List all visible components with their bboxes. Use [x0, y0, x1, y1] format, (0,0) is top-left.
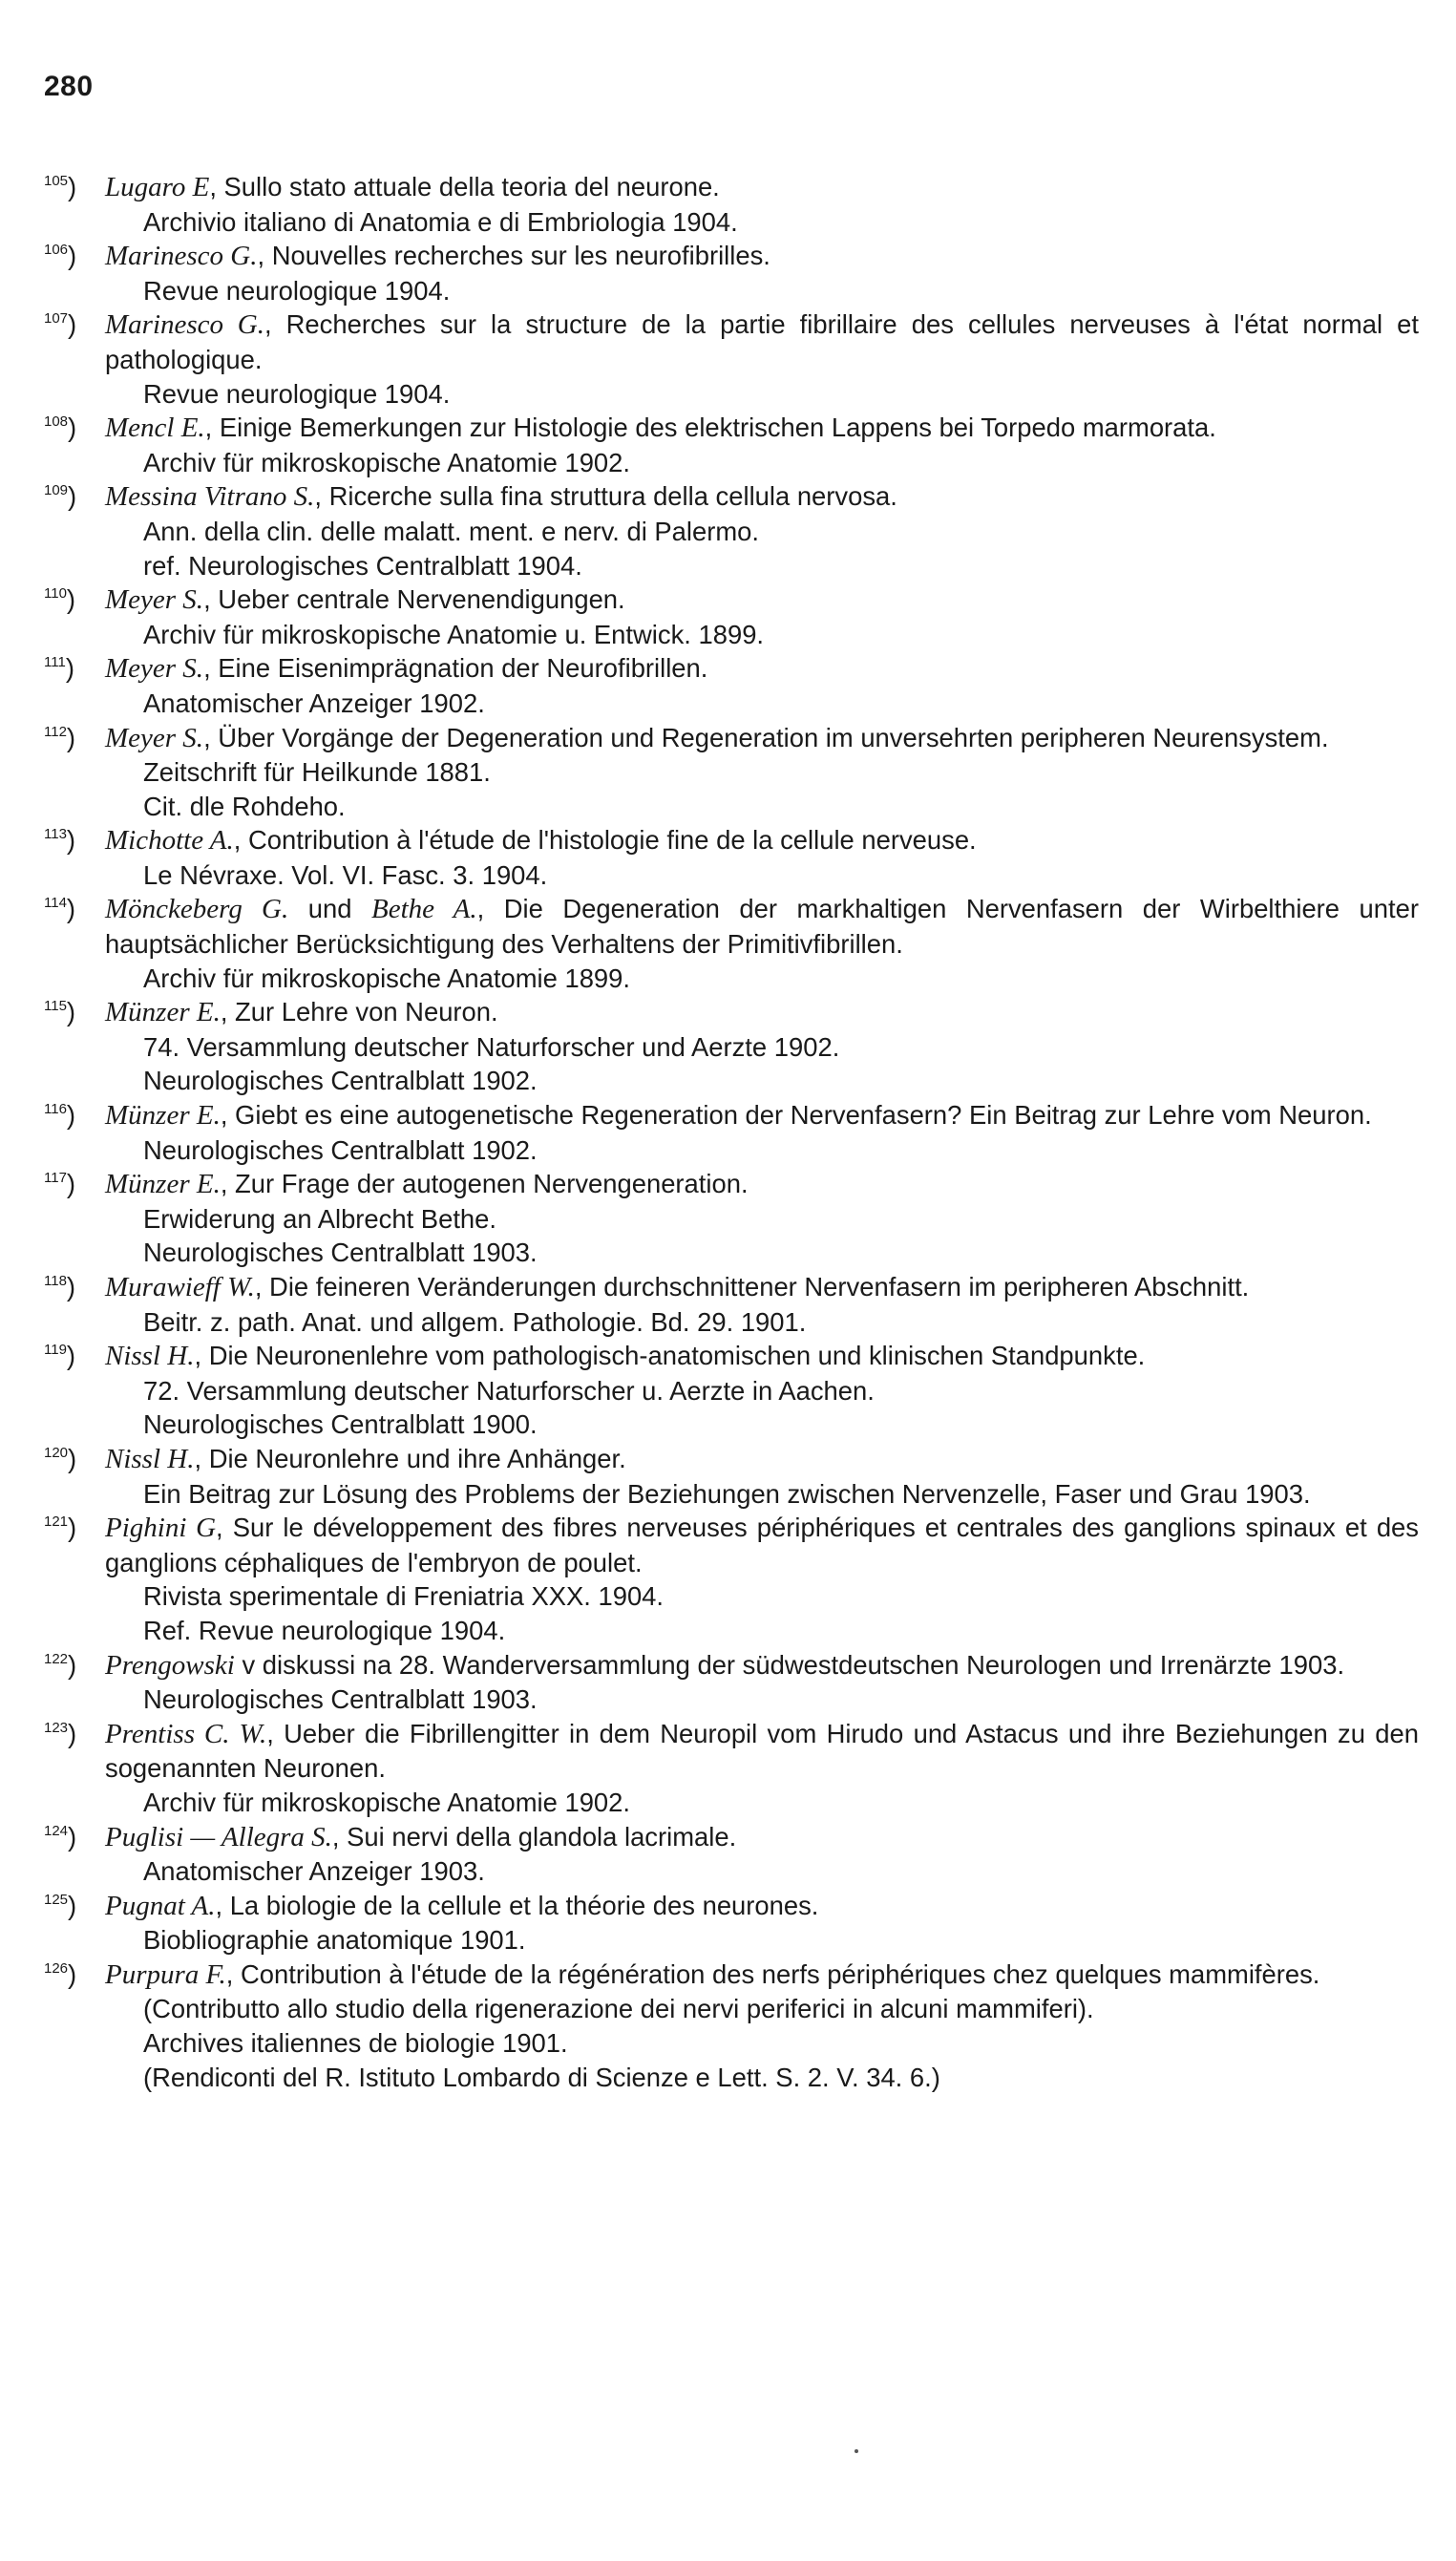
reference-author: Purpura F.	[105, 1958, 226, 1990]
reference-entry	[44, 1098, 1419, 1167]
reference-number-value: 119	[44, 1341, 67, 1358]
reference-number: $^{122}$)	[44, 1649, 77, 1680]
reference-number-value: 120	[44, 1444, 69, 1461]
reference-source-line: Beitr. z. path. Anat. und allgem. Pathologie. Bd. 29. 1901.	[143, 1306, 807, 1337]
reference-author: Marinesco G.	[105, 241, 258, 272]
reference-number: $^{117}$)	[44, 1169, 76, 1199]
reference-number: $^{123}$)	[44, 1718, 77, 1748]
reference-number-value: 118	[44, 1272, 67, 1289]
reference-citation	[105, 1442, 1419, 1477]
reference-title: , Sullo stato attuale della teoria del neurone.	[209, 172, 720, 201]
reference-entry	[44, 582, 1419, 651]
reference-title: , Sur le développement des fibres nerveuses périphériques et centrales des ganglions spinaux et des ganglions céphaliques de l'embryon de poulet.	[105, 1513, 1419, 1577]
reference-number-value: 109	[44, 482, 69, 499]
reference-entry	[44, 1511, 1419, 1647]
reference-list	[44, 170, 1419, 2094]
reference-source-line: Rivista sperimentale di Freniatria XXX. 1904.	[143, 1581, 665, 1612]
reference-body	[105, 1270, 1419, 1339]
reference-source-line: Le Névraxe. Vol. VI. Fasc. 3. 1904.	[143, 859, 548, 890]
reference-source-line: Neurologisches Centralblatt 1903.	[143, 1684, 538, 1715]
reference-number: $^{115}$)	[44, 997, 76, 1027]
reference-title: , Ueber centrale Nervenendigungen.	[203, 584, 625, 615]
reference-citation	[105, 1270, 1419, 1305]
reference-title: , Giebt es eine autogenetische Regeneration der Nervenfasern? Ein Beitrag zur Lehre vom Neuron.	[220, 1100, 1372, 1131]
reference-number-value: 108	[44, 413, 69, 430]
reference-body	[105, 651, 1419, 720]
reference-title: , Contribution à l'étude de la régénération des nerfs périphériques chez quelques mammifères.	[225, 1958, 1320, 1989]
reference-number-value: 107	[44, 310, 69, 328]
reference-entry	[44, 239, 1419, 307]
reference-source-line: Archiv für mikroskopische Anatomie u. Entwick. 1899.	[143, 619, 765, 649]
reference-number: $^{114}$)	[44, 894, 76, 924]
reference-source-line: Neurologisches Centralblatt 1903.	[143, 1238, 538, 1268]
reference-source-line: Archiv für mikroskopische Anatomie 1902.	[143, 1787, 631, 1817]
reference-source-line: Ein Beitrag zur Lösung des Problems der Beziehungen zwischen Nervenzelle, Faser und Grau 1903.	[143, 1478, 1311, 1509]
reference-entry	[44, 479, 1419, 582]
reference-entry	[44, 651, 1419, 720]
reference-body	[105, 582, 1419, 651]
reference-citation	[105, 1958, 1419, 1993]
reference-source-line: Ref. Revue neurologique 1904.	[143, 1615, 506, 1645]
reference-number: $^{118}$)	[44, 1272, 76, 1302]
reference-author: Pugnat A.	[105, 1890, 216, 1921]
reference-body	[105, 1442, 1419, 1511]
reference-body	[105, 995, 1419, 1098]
reference-number: $^{109}$)	[44, 481, 77, 512]
reference-title: , Die Neuronlehre und ihre Anhänger.	[194, 1443, 626, 1473]
reference-source-line: Cit. dle Rohdeho.	[143, 791, 346, 821]
reference-citation	[105, 1717, 1419, 1786]
reference-body	[105, 1889, 1419, 1958]
reference-title: , Sui nervi della glandola lacrimale.	[331, 1821, 737, 1852]
reference-source-line: Biobliographie anatomique 1901.	[143, 1925, 526, 1956]
reference-source-line: Archives italiennes de biologie 1901.	[143, 2028, 568, 2059]
reference-author: Münzer E.	[105, 997, 221, 1028]
reference-number: $^{113}$)	[44, 825, 76, 856]
reference-citation	[105, 307, 1419, 376]
reference-body	[105, 1648, 1419, 1717]
reference-source-line: Archivio italiano di Anatomia e di Embriologia 1904.	[143, 206, 738, 237]
reference-author: Nissl H.	[105, 1341, 195, 1372]
reference-source-line: Revue neurologique 1904.	[143, 378, 451, 409]
reference-body	[105, 239, 1419, 307]
reference-author: Meyer S.	[105, 653, 204, 685]
reference-coauthor: Bethe A.	[370, 894, 477, 925]
reference-title: , Zur Lehre von Neuron.	[220, 997, 498, 1027]
reference-source-line: Neurologisches Centralblatt 1902.	[143, 1066, 538, 1096]
reference-number-value: 112	[44, 723, 67, 740]
reference-title: , Contribution à l'étude de l'histologie fine de la cellule nerveuse.	[233, 825, 977, 856]
reference-author: Michotte A.	[105, 825, 234, 857]
reference-title: , Die Degeneration der markhaltigen Nervenfasern der Wirbelthiere unter hauptsächlicher Berücksichtigung des Verhaltens der Primitivfibrillen.	[105, 894, 1419, 960]
reference-body	[105, 1167, 1419, 1270]
reference-entry	[44, 823, 1419, 892]
reference-number-value: 125	[44, 1891, 69, 1908]
reference-body	[105, 411, 1419, 479]
reference-number-value: 115	[44, 998, 67, 1014]
reference-entry	[44, 1648, 1419, 1717]
reference-number: $^{126}$)	[44, 1958, 77, 1989]
reference-citation	[105, 1889, 1419, 1924]
reference-author: Pighini G	[105, 1513, 217, 1544]
reference-title: v diskussi na 28. Wanderversammlung der südwestdeutschen Neurologen und Irrenärzte 1903.	[234, 1649, 1345, 1680]
reference-title: , Die feineren Veränderungen durchschnittener Nervenfasern im peripheren Abschnitt.	[254, 1272, 1250, 1302]
reference-entry	[44, 1717, 1419, 1820]
reference-author: Prentiss C. W.	[105, 1718, 267, 1749]
reference-body	[105, 1339, 1419, 1442]
reference-number: $^{110}$)	[44, 584, 76, 615]
reference-number-value: 106	[44, 241, 69, 258]
reference-title: , Ricerche sulla fina struttura della cellula nervosa.	[314, 481, 897, 512]
reference-citation	[105, 823, 1419, 858]
reference-source-line: (Contributto allo studio della rigenerazione dei nervi periferici in alcuni mammiferi).	[143, 1994, 1094, 2024]
reference-source-line: Neurologisches Centralblatt 1900.	[143, 1409, 538, 1440]
reference-title: , Einige Bemerkungen zur Histologie des elektrischen Lappens bei Torpedo marmorata.	[204, 413, 1216, 443]
reference-citation	[105, 721, 1419, 756]
reference-author: Mönckeberg G.	[105, 894, 289, 925]
reference-number-value: 124	[44, 1822, 69, 1839]
reference-source-line: Anatomischer Anzeiger 1903.	[143, 1856, 485, 1887]
reference-entry	[44, 411, 1419, 479]
reference-entry	[44, 1820, 1419, 1889]
reference-citation	[105, 892, 1419, 961]
reference-source-line: Revue neurologique 1904.	[143, 275, 451, 306]
reference-entry	[44, 170, 1419, 239]
reference-citation	[105, 995, 1419, 1030]
reference-citation	[105, 1511, 1419, 1579]
reference-source-line: (Rendiconti del R. Istituto Lombardo di Scienze e Lett. S. 2. V. 34. 6.)	[143, 2062, 940, 2092]
reference-body	[105, 823, 1419, 892]
reference-source-line: Anatomischer Anzeiger 1902.	[143, 688, 485, 718]
reference-entry	[44, 307, 1419, 411]
reference-entry	[44, 1889, 1419, 1958]
reference-number: $^{108}$)	[44, 413, 77, 443]
reference-title: , Zur Frage der autogenen Nervengeneration.	[220, 1169, 749, 1199]
reference-source-line: Zeitschrift für Heilkunde 1881.	[143, 757, 491, 788]
reference-author: Münzer E.	[105, 1100, 221, 1132]
reference-body	[105, 307, 1419, 411]
reference-author: Murawieff W.	[105, 1272, 255, 1302]
reference-citation	[105, 582, 1419, 618]
reference-title: , Ueber die Fibrillengitter in dem Neuropil vom Hirudo und Astacus und ihre Beziehungen zu den sogenannten Neuronen.	[105, 1718, 1419, 1784]
reference-number: $^{107}$)	[44, 309, 77, 340]
reference-citation	[105, 411, 1419, 446]
reference-source-line: 72. Versammlung deutscher Naturforscher u. Aerzte in Aachen.	[143, 1375, 875, 1406]
reference-source-line: Archiv für mikroskopische Anatomie 1899.	[143, 963, 631, 993]
reference-body	[105, 170, 1419, 239]
reference-number-value: 114	[44, 895, 67, 912]
reference-source-line: 74. Versammlung deutscher Naturforscher und Aerzte 1902.	[143, 1031, 840, 1062]
reference-entry	[44, 995, 1419, 1098]
reference-author: Meyer S.	[105, 584, 204, 616]
reference-author: Prengowski	[105, 1649, 235, 1681]
reference-number-value: 111	[44, 654, 66, 671]
reference-number-value: 123	[44, 1719, 69, 1736]
reference-body	[105, 1098, 1419, 1167]
reference-number: $^{112}$)	[44, 722, 76, 752]
reference-number: $^{111}$)	[44, 653, 74, 684]
reference-number: $^{125}$)	[44, 1890, 77, 1920]
reference-number: $^{121}$)	[44, 1513, 77, 1543]
reference-citation	[105, 1167, 1419, 1202]
reference-number-value: 122	[44, 1650, 69, 1667]
reference-number-value: 126	[44, 1959, 69, 1977]
reference-body	[105, 1820, 1419, 1889]
reference-number-value: 110	[44, 584, 67, 602]
reference-author: Marinesco G.	[105, 309, 264, 341]
reference-body	[105, 721, 1419, 824]
reference-citation	[105, 1820, 1419, 1855]
reference-number-value: 116	[44, 1100, 67, 1117]
reference-entry	[44, 1167, 1419, 1270]
reference-title: , Die Neuronenlehre vom pathologisch-anatomischen und klinischen Standpunkte.	[194, 1341, 1146, 1371]
reference-number-value: 121	[44, 1513, 69, 1530]
reference-citation	[105, 239, 1419, 274]
reference-entry	[44, 1442, 1419, 1511]
reference-citation	[105, 1098, 1419, 1133]
reference-source-line: Ann. della clin. delle malatt. ment. e nerv. di Palermo.	[143, 516, 760, 546]
reference-number: $^{124}$)	[44, 1821, 77, 1852]
page-number: 280	[44, 71, 94, 102]
reference-entry	[44, 1339, 1419, 1442]
reference-source-line: Neurologisches Centralblatt 1902.	[143, 1134, 538, 1165]
reference-body	[105, 892, 1419, 995]
reference-source-line: Archiv für mikroskopische Anatomie 1902.	[143, 447, 631, 477]
reference-number-value: 105	[44, 172, 69, 189]
reference-number: $^{119}$)	[44, 1341, 76, 1371]
reference-entry	[44, 1958, 1419, 2094]
reference-title: , Über Vorgänge der Degeneration und Regeneration im unversehrten peripheren Neurensystem.	[203, 722, 1329, 752]
reference-author: Lugaro E	[105, 172, 210, 202]
reference-number-value: 117	[44, 1169, 67, 1186]
reference-entry	[44, 892, 1419, 995]
reference-author: Münzer E.	[105, 1169, 221, 1200]
reference-citation	[105, 170, 1419, 205]
reference-citation	[105, 479, 1419, 515]
reference-body	[105, 1958, 1419, 2094]
reference-author: Meyer S.	[105, 722, 204, 753]
speck-mark	[855, 2449, 858, 2453]
reference-source-line: Erwiderung an Albrecht Bethe.	[143, 1203, 497, 1234]
reference-citation	[105, 1339, 1419, 1374]
reference-title: , Eine Eisenimprägnation der Neurofibrillen.	[203, 653, 708, 684]
reference-number-value: 113	[44, 826, 67, 843]
reference-number: $^{106}$)	[44, 241, 77, 271]
reference-citation	[105, 651, 1419, 687]
reference-citation	[105, 1648, 1419, 1683]
reference-body	[105, 1717, 1419, 1820]
reference-title: , Recherches sur la structure de la partie fibrillaire des cellules nerveuses à l'état normal et pathologique.	[105, 309, 1419, 374]
reference-number: $^{120}$)	[44, 1443, 77, 1473]
reference-number: $^{116}$)	[44, 1100, 76, 1131]
reference-body	[105, 479, 1419, 582]
reference-source-line: ref. Neurologisches Centralblatt 1904.	[143, 550, 582, 581]
reference-entry	[44, 1270, 1419, 1339]
reference-title: , Nouvelles recherches sur les neurofibrilles.	[257, 241, 770, 271]
reference-entry	[44, 721, 1419, 824]
reference-author: Nissl H.	[105, 1443, 195, 1474]
reference-title: , La biologie de la cellule et la théorie des neurones.	[215, 1890, 819, 1920]
reference-author: Messina Vitrano S.	[105, 481, 315, 513]
reference-author: Puglisi — Allegra S.	[105, 1821, 332, 1852]
reference-author: Mencl E.	[105, 413, 205, 444]
reference-conjunction: und	[288, 894, 371, 924]
reference-number: $^{105}$)	[44, 172, 77, 201]
reference-body	[105, 1511, 1419, 1647]
